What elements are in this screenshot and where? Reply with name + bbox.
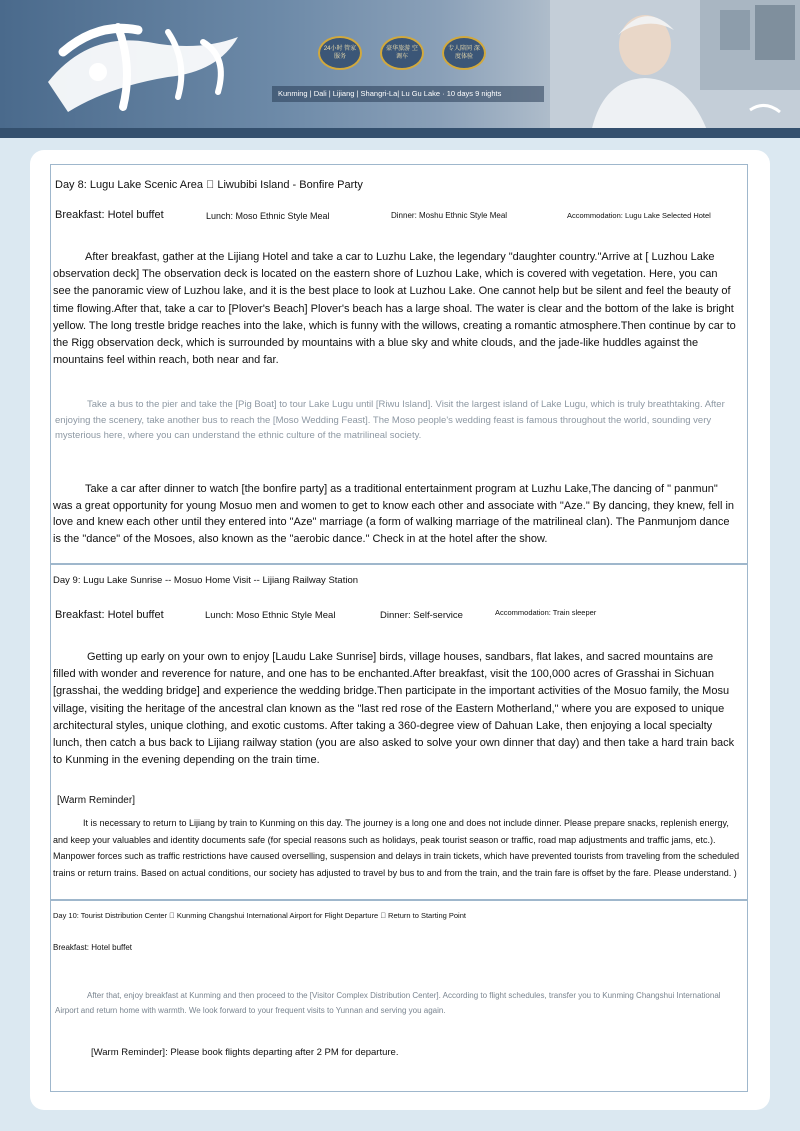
- day9-section: [50, 564, 748, 900]
- content-panel: [30, 150, 770, 1110]
- day9-accommodation: Accommodation: Train sleeper: [495, 608, 597, 617]
- route-banner: Kunming | Dali | Lijiang | Shangri-La| Lu Gu Lake · 10 days 9 nights: [272, 86, 544, 102]
- badge-coach: 豪华旅游 空调车: [380, 36, 424, 70]
- day8-paragraph-3: Take a car after dinner to watch [the bonfire party] as a traditional entertainment program at Luzhu Lake,The dancing of " panmun" was a great opportunity for young Mosuo men and women to get to know each other and associate with "Aze." By dancing, they knew, fell in love and knew each other until they entered into "Aze" marriage (a form of walking marriage of the matrilineal clan). The Panmunjom dance is the "dance" of the Mosoes, also known as the "aerobic dance." Check in at the hotel after the show.: [53, 483, 735, 545]
- day9-title: Day 9: Lugu Lake Sunrise -- Mosuo Home Visit -- Lijiang Railway Station: [53, 575, 359, 586]
- day9-dinner: Dinner: Self-service: [380, 610, 463, 621]
- day10-section: [50, 900, 748, 1092]
- day9-reminder-text: It is necessary to return to Lijiang by train to Kunming on this day. The journey is a long one and does not include dinner. Please prepare snacks, replenish energy, and keep your valuables and identity documents safe (for special reasons such as holidays, peak tourist season or traffic, road map adjustments and traffic jams, etc.). Manpower forces such as traffic restrictions have caused overselling, suspension and delays in train tickets, which have prevented tourists from traveling from the scheduled trains or return trains. Based on actual conditions, our society has adjusted to travel by bus to and from the train, and the train fare is offset by the fare. Please understand. ): [53, 818, 740, 878]
- day10-breakfast: Breakfast: Hotel buffet: [53, 943, 133, 952]
- day8-title: Day 8: Lugu Lake Scenic Area   Liwubibi Island - Bonfire Party: [55, 179, 363, 191]
- day8-paragraph-2: Take a bus to the pier and take the [Pig Boat] to tour Lake Lugu until [Riwu Island]. Visit the largest island of Lake Lugu, which is truly breathtaking. After enjoying the scenery, take another bus to reach the [Moso Wedding Feast]. The Moso people's wedding feast is famous throughout the world, sounding very mysterious here, where you can understand the ethnic culture of the matrilineal society.: [55, 399, 725, 441]
- day9-lunch: Lunch: Moso Ethnic Style Meal: [205, 610, 336, 621]
- banner-stripe: [0, 128, 800, 138]
- day8-lunch: Lunch: Moso Ethnic Style Meal: [206, 211, 330, 221]
- badge-service: 24小时 管家服务: [318, 36, 362, 70]
- badge-guide: 专人陪同 深度体验: [442, 36, 486, 70]
- day8-accommodation: Accommodation: Lugu Lake Selected Hotel: [567, 211, 711, 220]
- badge-row: [318, 36, 486, 70]
- day10-title: Day 10: Tourist Distribution Center   Kunming Changshui International Airport for Flight Departure   Return to Starting Point: [53, 911, 466, 920]
- traveler-photo: [550, 0, 800, 138]
- header-banner: [0, 0, 800, 138]
- day8-breakfast: Breakfast: Hotel buffet: [55, 209, 164, 221]
- day8-dinner: Dinner: Moshu Ethnic Style Meal: [391, 211, 508, 220]
- brand-logo: [28, 12, 258, 122]
- day9-breakfast: Breakfast: Hotel buffet: [55, 609, 164, 621]
- day10-reminder: [Warm Reminder]: Please book flights departing after 2 PM for departure.: [91, 1047, 399, 1058]
- day10-paragraph-1: After that, enjoy breakfast at Kunming and then proceed to the [Visitor Complex Distribution Center]. According to flight schedules, transfer you to Kunming Changshui International Airport and return home with warmth. We look forward to your frequent visits to Yunnan and serving you again.: [55, 991, 721, 1015]
- day9-reminder-label: [Warm Reminder]: [57, 795, 135, 806]
- day8-section: [50, 164, 748, 564]
- day9-paragraph-1: Getting up early on your own to enjoy [Laudu Lake Sunrise] birds, village houses, sandbars, flat lakes, and sacred mountains are filled with wonder and reverence for nature, and one has to be enchanted.After breakfast, visit the 100,000 acres of Grasshai in Sichuan [grasshai, the wedding bridge] and experience the wedding bridge.Then participate in the important activities of the Mosuo family, the Mosu village, visiting the heritage of the ancestral clan known as the "last red rose of the Eastern Motherland," where you are exposed to unique architectural styles, unique clothing, and exotic customs. After taking a 360-degree view of Dahuan Lake, then enjoying a local specialty lunch, then catch a bus back to Lijiang railway station (you are also asked to solve your own dinner that day) and then take a hard train back to Kunming in the evening depending on the train time.: [53, 651, 735, 767]
- day8-paragraph-1: After breakfast, gather at the Lijiang Hotel and take a car to Luzhu Lake, the legendary "daughter country."Arrive at [ Luzhou Lake observation deck] The observation deck is located on the eastern shore of Luzhou Lake, which is covered with vegetation. Here, you can see the panoramic view of Luzhou lake, and it is the best place to look at Luzhou Lake. One cannot help but be silent and feel the beauty of time flowing.After that, take a car to [Plover's Beach] Plover's beach has a large shoal. The water is clear and the bottom of the lake is bright yellow. The long trestle bridge reaches into the lake, which is funny with the willows, creating a romantic atmosphere.Then continue by car to the Rigg observation deck, which is surrounded by mountains with a blue sky and white clouds, and the jade-like huddles against the mountains feel within reach, both near and far.: [53, 251, 736, 367]
